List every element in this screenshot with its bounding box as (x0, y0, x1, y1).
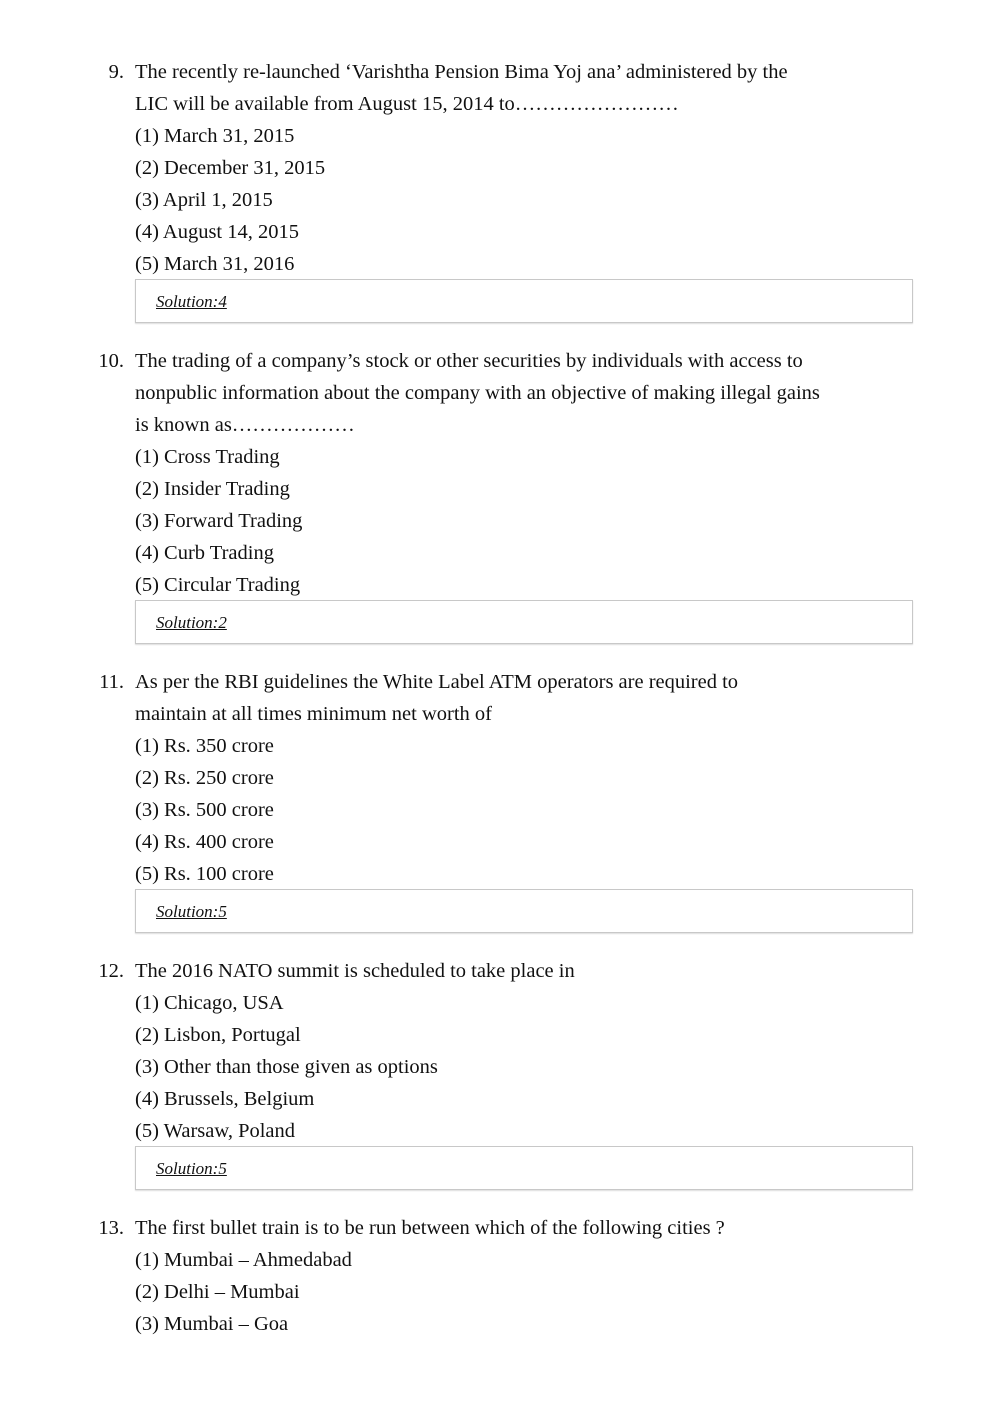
question (0, 955, 993, 1190)
answer-option: (1) Chicago, USA (135, 992, 284, 1014)
question-number: 13. (98, 1217, 124, 1239)
answer-option: (3) Mumbai – Goa (135, 1313, 289, 1335)
solution-box (135, 1146, 913, 1190)
answer-option: (1) Rs. 350 crore (135, 735, 274, 757)
question-text: The recently re-launched ‘Varishtha Pension Bima Yoj ana’ administered by the (135, 61, 788, 83)
question-text: is known as……………… (135, 414, 355, 436)
answer-option: (3) Forward Trading (135, 510, 303, 532)
solution-box (135, 600, 913, 644)
answer-option: (3) Rs. 500 crore (135, 799, 274, 821)
question-number: 10. (98, 350, 124, 372)
question-text: nonpublic information about the company with an objective of making illegal gains (135, 382, 820, 404)
answer-option: (1) March 31, 2015 (135, 125, 295, 147)
question-text: As per the RBI guidelines the White Label ATM operators are required to (135, 671, 739, 693)
answer-option: (4) August 14, 2015 (135, 221, 299, 243)
answer-option: (5) Warsaw, Poland (135, 1120, 296, 1142)
question-text: The 2016 NATO summit is scheduled to take place in (135, 960, 575, 982)
question-number: 12. (98, 960, 124, 982)
answer-option: (1) Mumbai – Ahmedabad (135, 1249, 352, 1271)
answer-option: (5) Circular Trading (135, 574, 301, 596)
solution-link[interactable]: Solution:5 (156, 1159, 227, 1178)
solution-link[interactable]: Solution:5 (156, 902, 227, 921)
question-text: The trading of a company’s stock or other securities by individuals with access to (135, 350, 803, 372)
question (0, 1212, 993, 1340)
question (0, 345, 993, 644)
answer-option: (2) Lisbon, Portugal (135, 1024, 301, 1046)
solution-link[interactable]: Solution:4 (156, 292, 227, 311)
question (0, 666, 993, 933)
question-text: maintain at all times minimum net worth of (135, 703, 492, 725)
answer-option: (2) Insider Trading (135, 478, 290, 500)
answer-option: (5) March 31, 2016 (135, 253, 295, 275)
answer-option: (2) December 31, 2015 (135, 157, 326, 179)
answer-option: (4) Curb Trading (135, 542, 274, 564)
answer-option: (3) April 1, 2015 (135, 189, 273, 211)
question-number: 9. (108, 61, 124, 83)
question (0, 56, 993, 323)
question-text: The first bullet train is to be run between which of the following cities ? (135, 1217, 725, 1239)
answer-option: (3) Other than those given as options (135, 1056, 438, 1078)
answer-option: (4) Rs. 400 crore (135, 831, 274, 853)
answer-option: (5) Rs. 100 crore (135, 863, 274, 885)
answer-option: (2) Delhi – Mumbai (135, 1281, 300, 1303)
solution-link[interactable]: Solution:2 (156, 613, 227, 632)
answer-option: (2) Rs. 250 crore (135, 767, 274, 789)
question-text: LIC will be available from August 15, 2014 to…………………… (135, 93, 679, 115)
question-list (0, 56, 993, 1362)
answer-option: (4) Brussels, Belgium (135, 1088, 315, 1110)
answer-option: (1) Cross Trading (135, 446, 280, 468)
question-number: 11. (99, 671, 124, 693)
solution-box (135, 279, 913, 323)
solution-box (135, 889, 913, 933)
